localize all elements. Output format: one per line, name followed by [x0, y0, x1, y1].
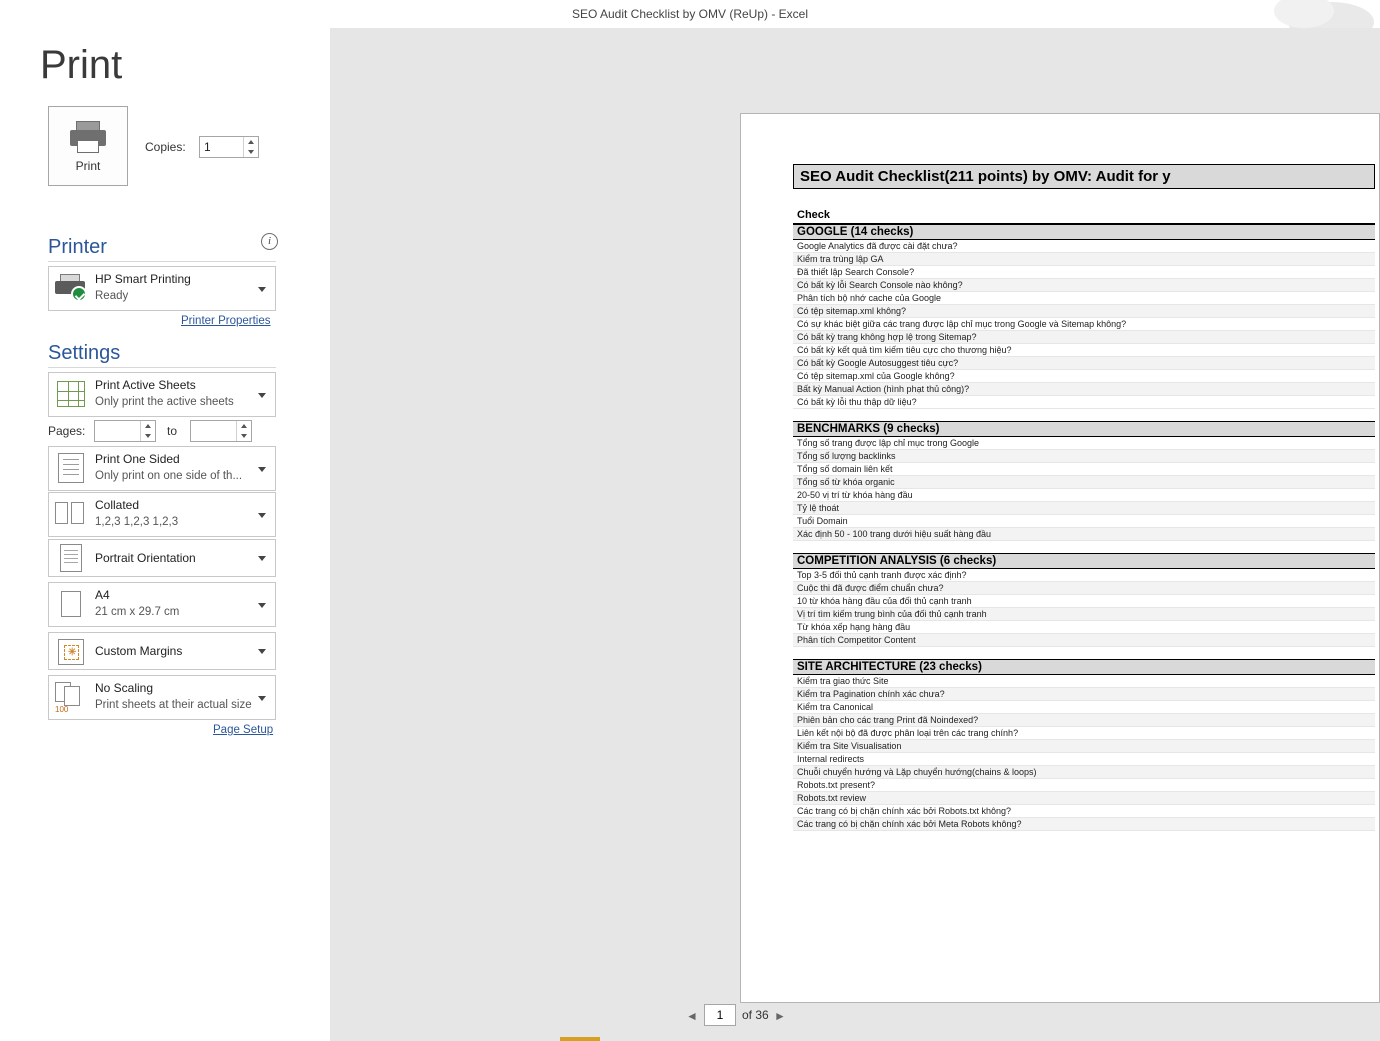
copies-spinner-down[interactable]: [244, 147, 259, 157]
print-area-select[interactable]: [48, 372, 276, 417]
list-item: Liên kết nội bộ đã được phân loại trên các trang chính?: [793, 727, 1375, 740]
margins-select[interactable]: [48, 632, 276, 670]
pages-to-spinner[interactable]: [236, 421, 251, 441]
paper-size-subtitle: 21 cm x 29.7 cm: [95, 606, 180, 618]
chevron-down-icon[interactable]: [258, 287, 266, 292]
list-item: Có bất kỳ lỗi thu thập dữ liệu?: [793, 396, 1375, 409]
chevron-down-icon[interactable]: [258, 467, 266, 472]
list-item: Tổng số domain liên kết: [793, 463, 1375, 476]
list-item: Từ khóa xếp hạng hàng đầu: [793, 621, 1375, 634]
copies-label: Copies:: [145, 140, 186, 154]
printer-icon: [68, 120, 108, 154]
list-item: Cuộc thi đã được điểm chuẩn chưa?: [793, 582, 1375, 595]
printer-section-rule: [48, 261, 276, 262]
list-item: Tổng số lượng backlinks: [793, 450, 1375, 463]
copies-input[interactable]: [200, 137, 242, 157]
list-item: Tỷ lệ thoát: [793, 502, 1375, 515]
pages-label: Pages:: [48, 424, 86, 438]
margins-icon: ✳: [55, 637, 87, 667]
preview-content: [793, 164, 1380, 831]
portrait-icon: [55, 544, 87, 574]
chevron-down-icon[interactable]: [258, 513, 266, 518]
pages-to-input[interactable]: [191, 421, 235, 441]
next-page-icon[interactable]: ►: [774, 1009, 786, 1023]
list-item: Chuỗi chuyển hướng và Lặp chuyển hướng(chains & loops): [793, 766, 1375, 779]
list-item: Internal redirects: [793, 753, 1375, 766]
list-item: Có tệp sitemap.xml của Google không?: [793, 370, 1375, 383]
list-item: Tổng số trang được lập chỉ mục trong Google: [793, 437, 1375, 450]
list-item: Có sự khác biệt giữa các trang được lập chỉ mục trong Google và Sitemap không?: [793, 318, 1375, 331]
window-decoration: [1270, 0, 1380, 28]
printer-name: HP Smart Printing: [95, 272, 191, 286]
list-item: Có tệp sitemap.xml không?: [793, 305, 1375, 318]
group-header: COMPETITION ANALYSIS (6 checks): [793, 553, 1375, 569]
list-item: Kiểm tra trùng lập GA: [793, 253, 1375, 266]
copies-spinner-up[interactable]: [244, 137, 259, 147]
page-title: Print: [40, 43, 123, 87]
scaling-select[interactable]: [48, 675, 276, 720]
list-item: Phân tích Competitor Content: [793, 634, 1375, 647]
collation-subtitle: 1,2,3 1,2,3 1,2,3: [95, 516, 179, 528]
list-item: Có bất kỳ kết quả tìm kiếm tiêu cực cho thương hiệu?: [793, 344, 1375, 357]
collation-select[interactable]: [48, 492, 276, 537]
print-button-label: Print: [75, 158, 101, 173]
margins-title: Custom Margins: [95, 644, 183, 658]
pages-from-input[interactable]: [95, 421, 139, 441]
copies-spinner[interactable]: [243, 137, 258, 157]
settings-section-rule: [48, 367, 276, 368]
list-item: Top 3-5 đối thủ cạnh tranh được xác định?: [793, 569, 1375, 582]
list-item: Kiểm tra Site Visualisation: [793, 740, 1375, 753]
list-item: Đã thiết lập Search Console?: [793, 266, 1375, 279]
column-header-check: Check: [793, 209, 1375, 224]
list-item: Các trang có bị chặn chính xác bởi Meta Robots không?: [793, 818, 1375, 831]
printer-properties-link[interactable]: Printer Properties: [181, 315, 271, 327]
paper-size-select[interactable]: [48, 582, 276, 627]
printer-section-heading: Printer: [48, 236, 107, 258]
taskbar-indicator: [560, 1037, 600, 1041]
group-header: BENCHMARKS (9 checks): [793, 421, 1375, 437]
sides-subtitle: Only print on one side of th...: [95, 470, 243, 482]
list-item: Phiên bản cho các trang Print đã Noindexed?: [793, 714, 1375, 727]
pages-from-field[interactable]: [94, 420, 156, 442]
list-item: 10 từ khóa hàng đầu của đối thủ cạnh tranh: [793, 595, 1375, 608]
preview-page-nav: [685, 1001, 805, 1031]
list-item: Phân tích bộ nhớ cache của Google: [793, 292, 1375, 305]
scaling-subtitle: Print sheets at their actual size: [95, 699, 252, 711]
pages-from-spinner-up[interactable]: [141, 421, 156, 431]
settings-section-heading: Settings: [48, 342, 121, 364]
collate-icon: [55, 499, 87, 529]
list-item: Có bất kỳ lỗi Search Console nào không?: [793, 279, 1375, 292]
list-item: Tổng số từ khóa organic: [793, 476, 1375, 489]
title-bar: [0, 0, 1380, 28]
sides-select[interactable]: [48, 446, 276, 491]
sheets-icon: [55, 379, 87, 409]
scaling-icon: 100: [55, 682, 87, 712]
page-count-label: of 36: [742, 1008, 769, 1022]
one-sided-icon: [55, 453, 87, 483]
copies-field[interactable]: [199, 136, 259, 158]
pages-to-spinner-down[interactable]: [237, 431, 252, 441]
print-preview-area: [330, 28, 1380, 1041]
group-header: SITE ARCHITECTURE (23 checks): [793, 659, 1375, 675]
list-item: 20-50 vị trí từ khóa hàng đầu: [793, 489, 1375, 502]
chevron-down-icon[interactable]: [258, 603, 266, 608]
scaling-title: No Scaling: [95, 681, 154, 695]
chevron-down-icon[interactable]: [258, 556, 266, 561]
list-item: Xác định 50 - 100 trang dưới hiệu suất hàng đầu: [793, 528, 1375, 541]
preview-page: [740, 113, 1380, 1003]
document-title: SEO Audit Checklist(211 points) by OMV: Audit for y: [793, 164, 1375, 189]
orientation-select[interactable]: [48, 539, 276, 577]
paper-icon: [55, 589, 87, 619]
list-item: Kiểm tra Canonical: [793, 701, 1375, 714]
page-setup-link[interactable]: Page Setup: [213, 724, 274, 736]
list-item: Robots.txt present?: [793, 779, 1375, 792]
collation-title: Collated: [95, 498, 140, 512]
list-item: Bất kỳ Manual Action (hình phạt thủ công)?: [793, 383, 1375, 396]
list-item: Kiểm tra giao thức Site: [793, 675, 1375, 688]
printer-ready-icon: [55, 273, 87, 303]
list-item: Tuổi Domain: [793, 515, 1375, 528]
chevron-down-icon[interactable]: [258, 649, 266, 654]
list-item: Có bất kỳ Google Autosuggest tiêu cực?: [793, 357, 1375, 370]
paper-size-title: A4: [95, 588, 110, 602]
printer-info-icon[interactable]: i: [261, 233, 278, 250]
pages-to-spinner-up[interactable]: [237, 421, 252, 431]
list-item: Vị trí tìm kiếm trung bình của đối thủ cạnh tranh: [793, 608, 1375, 621]
list-item: Google Analytics đã được cài đặt chưa?: [793, 240, 1375, 253]
pages-from-spinner[interactable]: [140, 421, 155, 441]
group-header: GOOGLE (14 checks): [793, 224, 1375, 240]
printer-status: Ready: [95, 290, 129, 302]
current-page-field[interactable]: [704, 1004, 736, 1026]
orientation-title: Portrait Orientation: [95, 551, 196, 565]
print-area-title: Print Active Sheets: [95, 378, 196, 392]
printer-select[interactable]: [48, 266, 276, 311]
print-settings-pane: [0, 28, 330, 1041]
current-page-input[interactable]: [705, 1005, 735, 1025]
print-button[interactable]: [48, 106, 128, 186]
sides-title: Print One Sided: [95, 452, 180, 466]
window-title: SEO Audit Checklist by OMV (ReUp) - Excel: [571, 7, 809, 21]
chevron-down-icon[interactable]: [258, 696, 266, 701]
list-item: Robots.txt review: [793, 792, 1375, 805]
pages-to-field[interactable]: [190, 420, 252, 442]
pages-to-label: to: [167, 424, 178, 438]
previous-page-icon[interactable]: ◄: [686, 1009, 698, 1023]
list-item: Kiểm tra Pagination chính xác chưa?: [793, 688, 1375, 701]
print-area-subtitle: Only print the active sheets: [95, 396, 234, 408]
list-item: Có bất kỳ trang không hợp lệ trong Sitemap?: [793, 331, 1375, 344]
list-item: Các trang có bị chặn chính xác bởi Robots.txt không?: [793, 805, 1375, 818]
chevron-down-icon[interactable]: [258, 393, 266, 398]
pages-from-spinner-down[interactable]: [141, 431, 156, 441]
